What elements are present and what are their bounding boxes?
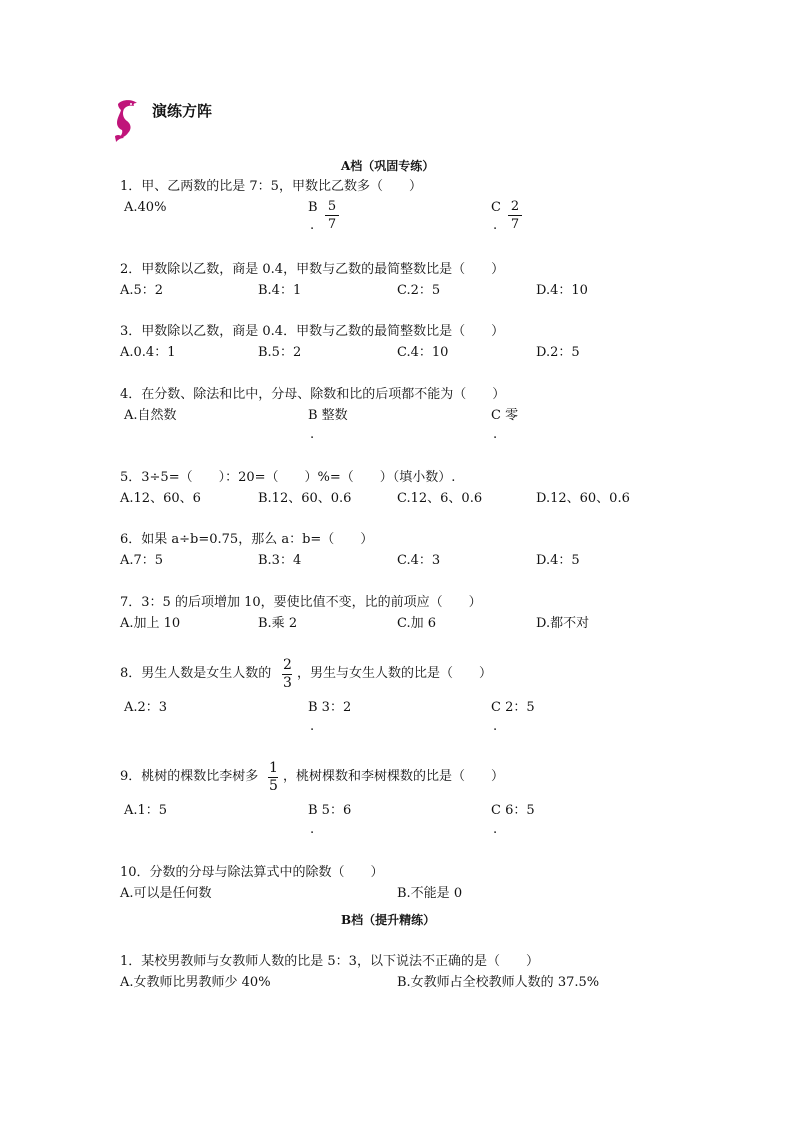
question-5-stem: 5．3÷5=（ ）：20=（ ）%=（ ）（填小数）. [120,470,456,485]
question-6-option-a: A.7：5 [120,553,164,568]
question-8-option-b: B 3：2 [308,700,352,715]
section-a-title: A档（巩固专练） [341,159,435,173]
option-dot: . [310,427,315,442]
fraction-bar [508,215,522,216]
fraction-numerator: 2 [510,199,520,214]
question-10-option-b: B.不能是 0 [397,886,463,901]
question-5-option-b: B.12、60、0.6 [258,491,352,506]
page-title: 演练方阵 [152,102,213,120]
option-dot: . [493,822,498,837]
question-1-stem: 1．甲、乙两数的比是 7：5，甲数比乙数多（ ） [120,179,422,194]
question-4-stem: 4．在分数、除法和比中，分母、除数和比的后项都不能为（ ） [120,387,506,402]
question-2-stem: 2．甲数除以乙数，商是 0.4，甲数与乙数的最简整数比是（ ） [120,262,505,277]
fraction-bar [325,215,339,216]
question-3-stem: 3．甲数除以乙数，商是 0.4．甲数与乙数的最简整数比是（ ） [120,324,505,339]
question-3-option-d: D.2：5 [536,345,580,360]
question-9-option-b: B 5：6 [308,803,352,818]
question-5-option-d: D.12、60、0.6 [536,491,630,506]
question-2-option-b: B.4：1 [258,283,302,298]
option-dot: . [310,822,315,837]
question-8-stem-end: ，男生与女生人数的比是（ ） [297,666,493,681]
question-7-option-d: D.都不对 [536,616,590,631]
question-4-option-a: A.自然数 [124,408,177,423]
question-6-option-b: B.3：4 [258,553,302,568]
question-6-option-c: C.4：3 [397,553,441,568]
option-dot: . [493,218,498,233]
question-6-stem: 6．如果 a÷b=0.75，那么 a：b=（ ） [120,532,374,547]
fraction-denominator: 7 [510,217,520,232]
question-9-stem-end: ，桃树棵数和李树棵数的比是（ ） [283,769,505,784]
option-dot: . [310,218,315,233]
question-4-option-b: B 整数 [308,408,348,423]
fraction-denominator: 5 [269,778,278,794]
question-3-option-c: C.4：10 [397,345,449,360]
dolphin-icon [112,98,142,142]
section-b-question-1-stem: 1．某校男教师与女教师人数的比是 5：3，以下说法不正确的是（ ） [120,954,539,969]
question-1-option-a: A.40% [124,200,167,215]
question-3-option-a: A.0.4：1 [120,345,176,360]
question-5-option-a: A.12、60、6 [120,491,201,506]
question-8-option-c: C 2：5 [491,700,535,715]
fraction-denominator: 7 [327,217,337,232]
fraction-denominator: 3 [283,675,292,691]
question-5-option-c: C.12、6、0.6 [397,491,483,506]
question-8-stem-start: 8．男生人数是女生人数的 [120,666,272,681]
question-8-option-a: A.2：3 [124,700,168,715]
question-6-option-d: D.4：5 [536,553,580,568]
question-1-option-c-label: C [491,200,501,215]
question-1-option-b-fraction [325,199,339,232]
question-7-stem: 7．3：5 的后项增加 10，要使比值不变，比的前项应（ ） [120,595,482,610]
question-3-option-b: B.5：2 [258,345,302,360]
option-dot: . [493,427,498,442]
option-dot: . [310,719,315,734]
question-10-option-a: A.可以是任何数 [120,886,212,901]
question-9-option-a: A.1：5 [124,803,168,818]
question-1-option-b-label: B [308,200,318,215]
fraction-numerator: 1 [269,760,278,776]
section-b-question-1-option-a: A.女教师比男教师少 40% [120,975,271,990]
question-2-option-d: D.4：10 [536,283,588,298]
section-b-title: B档（提升精练） [341,913,436,927]
fraction-numerator: 5 [327,199,337,214]
section-b-question-1-option-b: B.女教师占全校教师人数的 37.5% [397,975,600,990]
question-7-option-a: A.加上 10 [120,616,181,631]
question-2-option-a: A.5：2 [120,283,164,298]
question-2-option-c: C.2：5 [397,283,441,298]
question-7-option-c: C.加 6 [397,616,437,631]
question-1-option-c-fraction [508,199,522,232]
fraction-numerator: 2 [283,657,292,673]
question-9-stem-start: 9．桃树的棵数比李树多 [120,769,259,784]
question-9-option-c: C 6：5 [491,803,535,818]
question-10-stem: 10．分数的分母与除法算式中的除数（ ） [120,865,384,880]
question-8-fraction [281,658,294,691]
option-dot: . [493,719,498,734]
question-4-option-c: C 零 [491,408,519,423]
question-9-fraction [267,761,280,794]
question-7-option-b: B.乘 2 [258,616,298,631]
